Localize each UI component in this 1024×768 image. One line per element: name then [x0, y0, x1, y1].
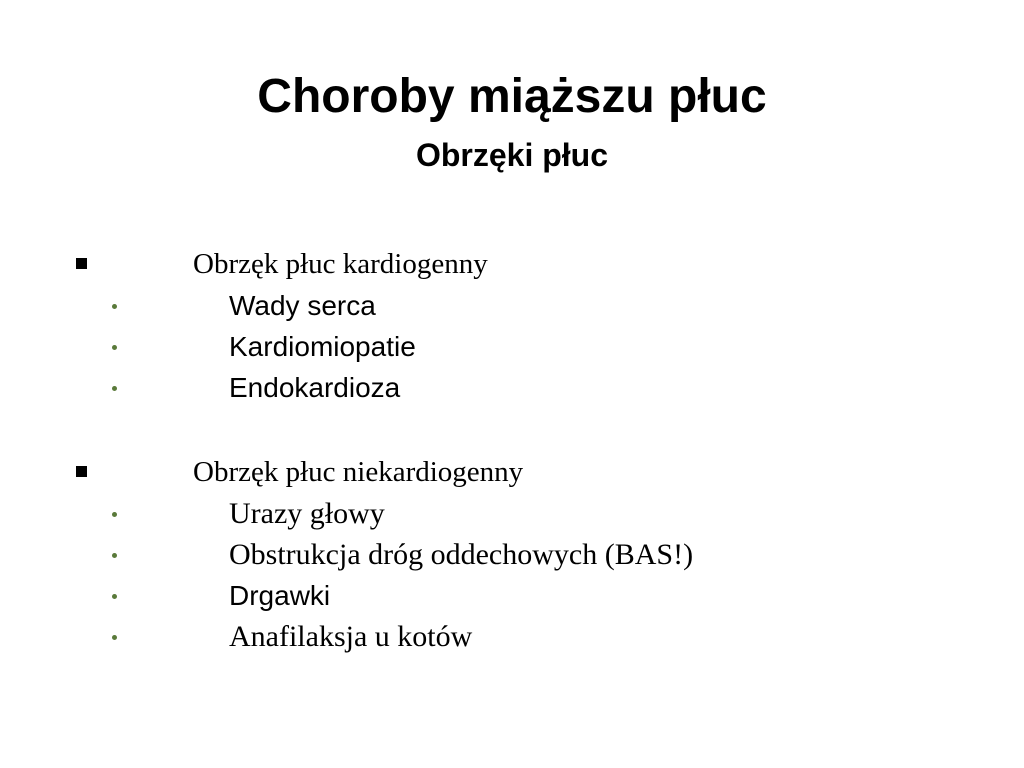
- list-item-text: Wady serca: [229, 290, 376, 321]
- dot-bullet-icon: [112, 345, 117, 350]
- dot-bullet-icon: [112, 635, 117, 640]
- slide-subtitle: Obrzęki płuc: [415, 137, 609, 173]
- dot-bullet-icon: [112, 512, 117, 517]
- list-item-text: Anafilaksja u kotów: [229, 620, 473, 653]
- section-heading: Obrzęk płuc kardiogenny: [193, 248, 488, 280]
- list-item: [0, 576, 1024, 617]
- dot-bullet-icon: [112, 386, 117, 391]
- dot-bullet-icon: [112, 594, 117, 599]
- section-noncardiogenic: [0, 452, 1024, 658]
- list-item-text: Urazy głowy: [229, 497, 385, 530]
- list-item: [0, 535, 1024, 576]
- list-item: [0, 617, 1024, 658]
- list-item-text: Obstrukcja dróg oddechowych (BAS!): [229, 538, 694, 571]
- list-item: [0, 494, 1024, 535]
- list-item: [0, 327, 1024, 368]
- list-item-text: Endokardioza: [229, 372, 401, 403]
- square-bullet-icon: [76, 258, 87, 269]
- section-heading: Obrzęk płuc niekardiogenny: [193, 456, 524, 488]
- section-cardiogenic: [0, 244, 1024, 409]
- square-bullet-icon: [76, 466, 87, 477]
- list-item-text: Kardiomiopatie: [229, 331, 416, 362]
- list-item: [0, 368, 1024, 409]
- slide-title: Choroby miąższu płuc: [257, 70, 767, 123]
- list-item-text: Drgawki: [229, 580, 331, 611]
- list-item: [0, 286, 1024, 327]
- list-item-main: [0, 452, 1024, 494]
- dot-bullet-icon: [112, 304, 117, 309]
- dot-bullet-icon: [112, 553, 117, 558]
- list-item-main: [0, 244, 1024, 286]
